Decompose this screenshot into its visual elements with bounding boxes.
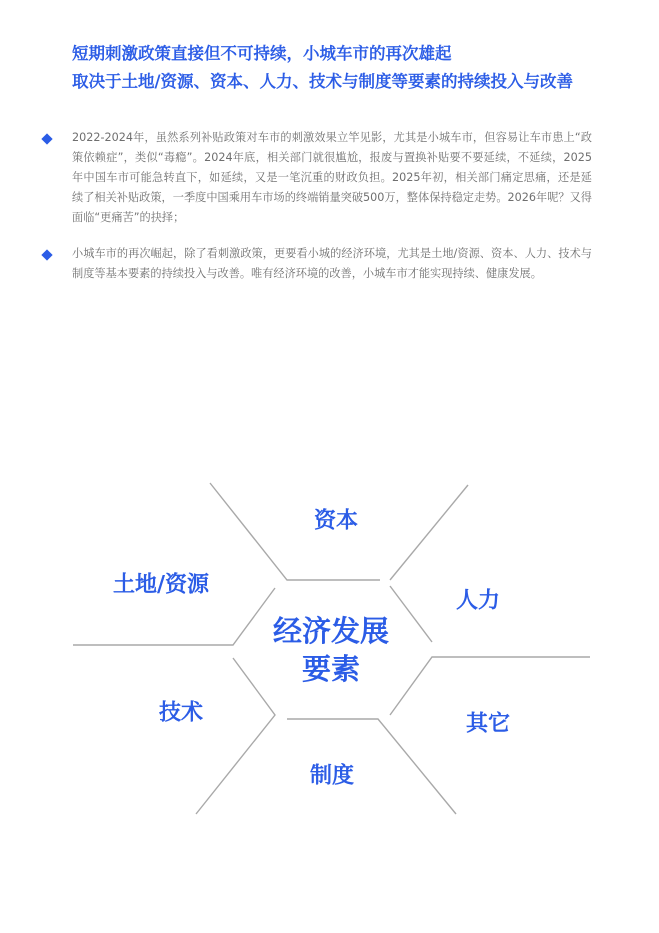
page-title-line-2: 取决于土地/资源、资本、人力、技术与制度等要素的持续投入与改善 [72, 72, 574, 91]
center-label [273, 612, 389, 688]
economic-factors-diagram [0, 470, 659, 830]
bullet-list [40, 128, 592, 300]
line-upper-right [390, 586, 432, 642]
center-label-line-2: 要素 [301, 652, 361, 686]
bullet-item-economic-environment [40, 244, 592, 284]
node-institution: 制度 [309, 763, 355, 789]
bullet-text: 小城车市的再次崛起，除了看刺激政策，更要看小城的经济环境，尤其是土地/资源、资本、人力、技术与制度等基本要素的持续投入与改善。唯有经济环境的改善，小城车市才能实现持续、健康发展。 [72, 247, 592, 280]
node-land-resources: 土地/资源 [112, 572, 210, 598]
page-title-line-1: 短期刺激政策直接但不可持续，小城车市的再次雄起 [72, 44, 452, 63]
page-title [72, 40, 632, 96]
node-other: 其它 [465, 711, 511, 737]
diamond-bullet-icon [41, 133, 52, 144]
line-lower-left [196, 658, 275, 814]
diamond-bullet-icon [41, 249, 52, 260]
bullet-item-subsidy-policy [40, 128, 592, 228]
line-top-right [390, 485, 468, 580]
node-technology: 技术 [158, 700, 204, 726]
node-capital: 资本 [313, 508, 359, 534]
bullet-text: 2022-2024年，虽然系列补贴政策对车市的刺激效果立竿见影，尤其是小城车市，但容易让车市患上“政策依赖症”，类似“毒瘾”。2024年底，相关部门就很尴尬，报废与置换补贴要不要延续，不延续，2025年中国车市可能急转直下，如延续，又是一笔沉重的财政负担。2025年初，相关部门痛定思痛，还是延续了相关补贴政策，一季度中国乘用车市场的终端销量突破500万，整体保持稳定走势。2026年呢？又得面临“更痛苦”的抉择； [72, 131, 592, 224]
center-label-line-1: 经济发展 [272, 614, 390, 648]
node-labor: 人力 [455, 588, 501, 614]
